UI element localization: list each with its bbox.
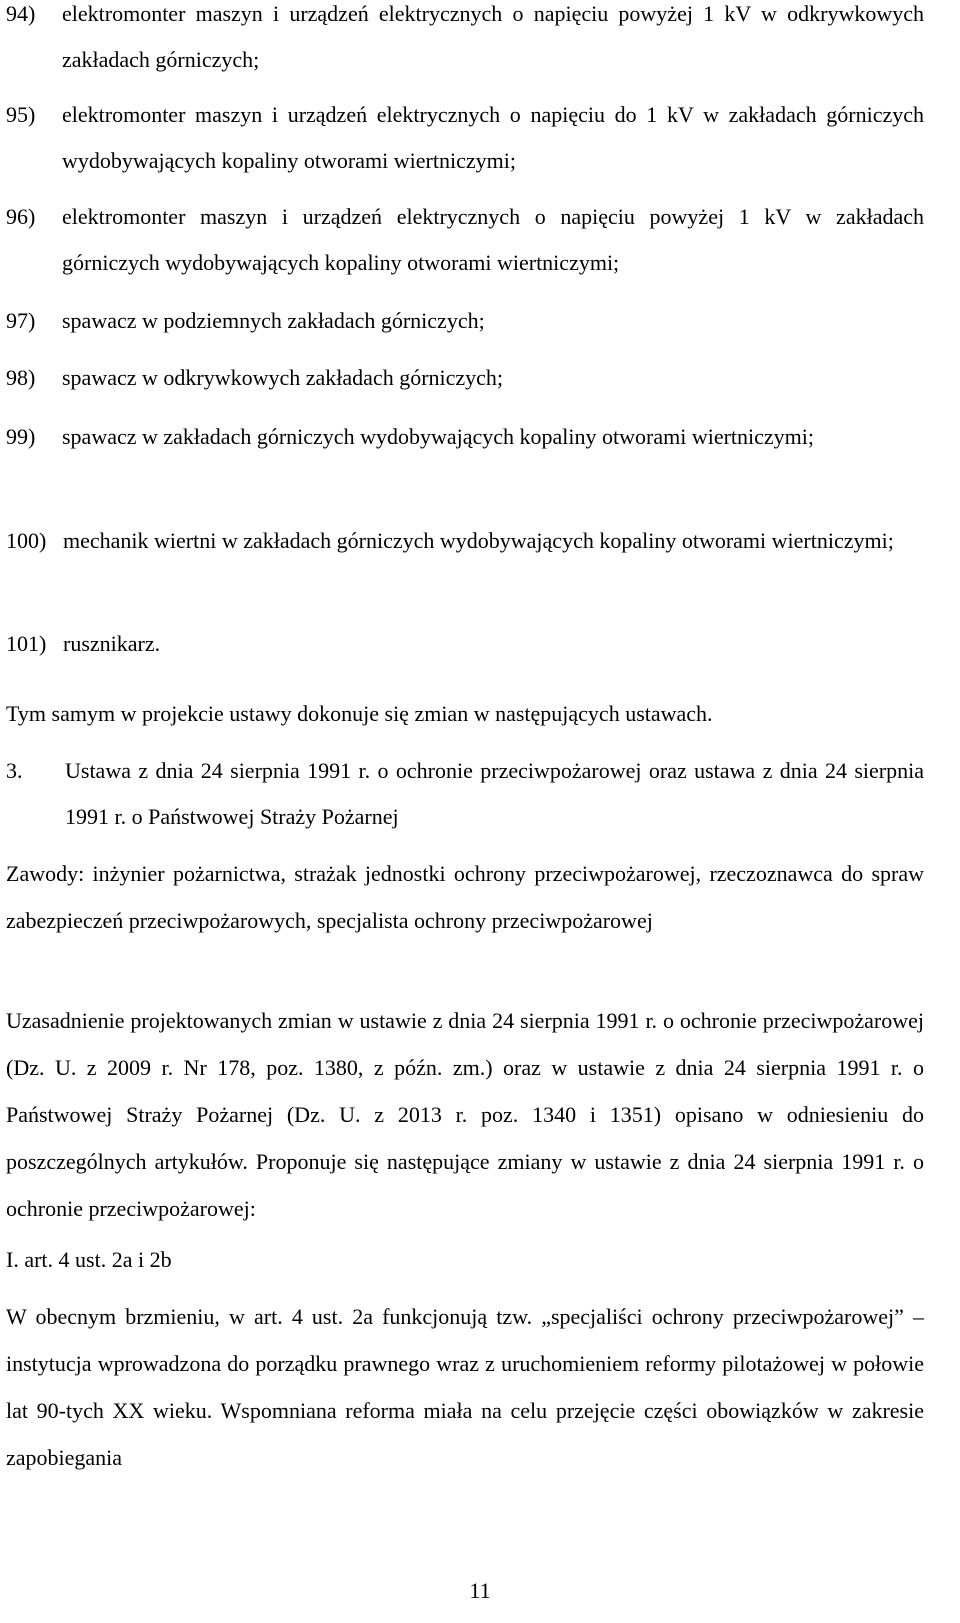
- list-item: [6, 355, 924, 401]
- list-item: [6, 0, 924, 83]
- professions-paragraph: Zawody: inżynier pożarnictwa, strażak jednostki ochrony przeciwpożarowej, rzeczoznawca do spraw zabezpieczeń przeciwpożarowych, specjalista ochrony przeciwpożarowej: [6, 861, 924, 933]
- list-item-text: elektromonter maszyn i urządzeń elektrycznych o napięciu powyżej 1 kV w zakładach górniczych wydobywających kopaliny otworami wiertniczymi;: [62, 204, 924, 275]
- list-item-number: 100): [6, 528, 47, 553]
- subheading: I. art. 4 ust. 2a i 2b: [6, 1247, 172, 1272]
- list-item-text: elektromonter maszyn i urządzeń elektrycznych o napięciu powyżej 1 kV w odkrywkowych zakładach górniczych;: [62, 1, 924, 72]
- list-item: [6, 298, 924, 344]
- justification-paragraph: Uzasadnienie projektowanych zmian w ustawie z dnia 24 sierpnia 1991 r. o ochronie przeciwpożarowej (Dz. U. z 2009 r. Nr 178, poz. 1380, z późn. zm.) oraz w ustawie z dnia 24 sierpnia 1991 r. o Państwowej Straży Pożarnej (Dz. U. z 2013 r. poz. 1340 i 1351) opisano w odniesieniu do poszczególnych artykułów. Proponuje się następujące zmiany w ustawie z dnia 24 sierpnia 1991 r. o ochronie przeciwpożarowej:: [6, 1008, 924, 1221]
- section-heading: [6, 748, 924, 840]
- list-item-text: rusznikarz.: [63, 631, 161, 656]
- list-item-text: spawacz w podziemnych zakładach górniczych;: [62, 308, 485, 333]
- list-item-text: mechanik wiertni w zakładach górniczych wydobywających kopaliny otworami wiertniczymi;: [63, 528, 894, 553]
- list-item: [6, 194, 924, 286]
- list-item-number: 96): [6, 204, 36, 229]
- list-item-number: 98): [6, 365, 36, 390]
- list-item-number: 99): [6, 424, 36, 449]
- list-item-number: 97): [6, 308, 36, 333]
- list-item: [6, 621, 924, 667]
- list-item-text: elektromonter maszyn i urządzeń elektrycznych o napięciu do 1 kV w zakładach górniczych wydobywających kopaliny otworami wiertniczymi;: [62, 102, 924, 173]
- section-number: 3.: [6, 758, 23, 783]
- list-item-number: 94): [6, 1, 36, 26]
- current-provisions-paragraph: W obecnym brzmieniu, w art. 4 ust. 2a funkcjonują tzw. „specjaliści ochrony przeciwpożarowej” – instytucja wprowadzona do porządku prawnego wraz z uruchomieniem reformy pilotażowej w połowie lat 90-tych XX wieku. Wspomniana reforma miała na celu przejęcie części obowiązków w zakresie zapobiegania: [6, 1304, 924, 1470]
- section-title: Ustawa z dnia 24 sierpnia 1991 r. o ochronie przeciwpożarowej oraz ustawa z dnia 24 sierpnia 1991 r. o Państwowej Straży Pożarnej: [65, 758, 924, 829]
- summary-paragraph: Tym samym w projekcie ustawy dokonuje się zmian w następujących ustawach.: [6, 701, 713, 726]
- list-item-text: spawacz w odkrywkowych zakładach górniczych;: [62, 365, 504, 390]
- list-item-text: spawacz w zakładach górniczych wydobywających kopaliny otworami wiertniczymi;: [62, 424, 814, 449]
- list-item-number: 101): [6, 631, 47, 656]
- list-item-number: 95): [6, 102, 36, 127]
- list-item: [6, 92, 924, 184]
- list-item: [6, 518, 924, 564]
- list-item: [6, 414, 924, 460]
- page-number: 11: [469, 1578, 491, 1603]
